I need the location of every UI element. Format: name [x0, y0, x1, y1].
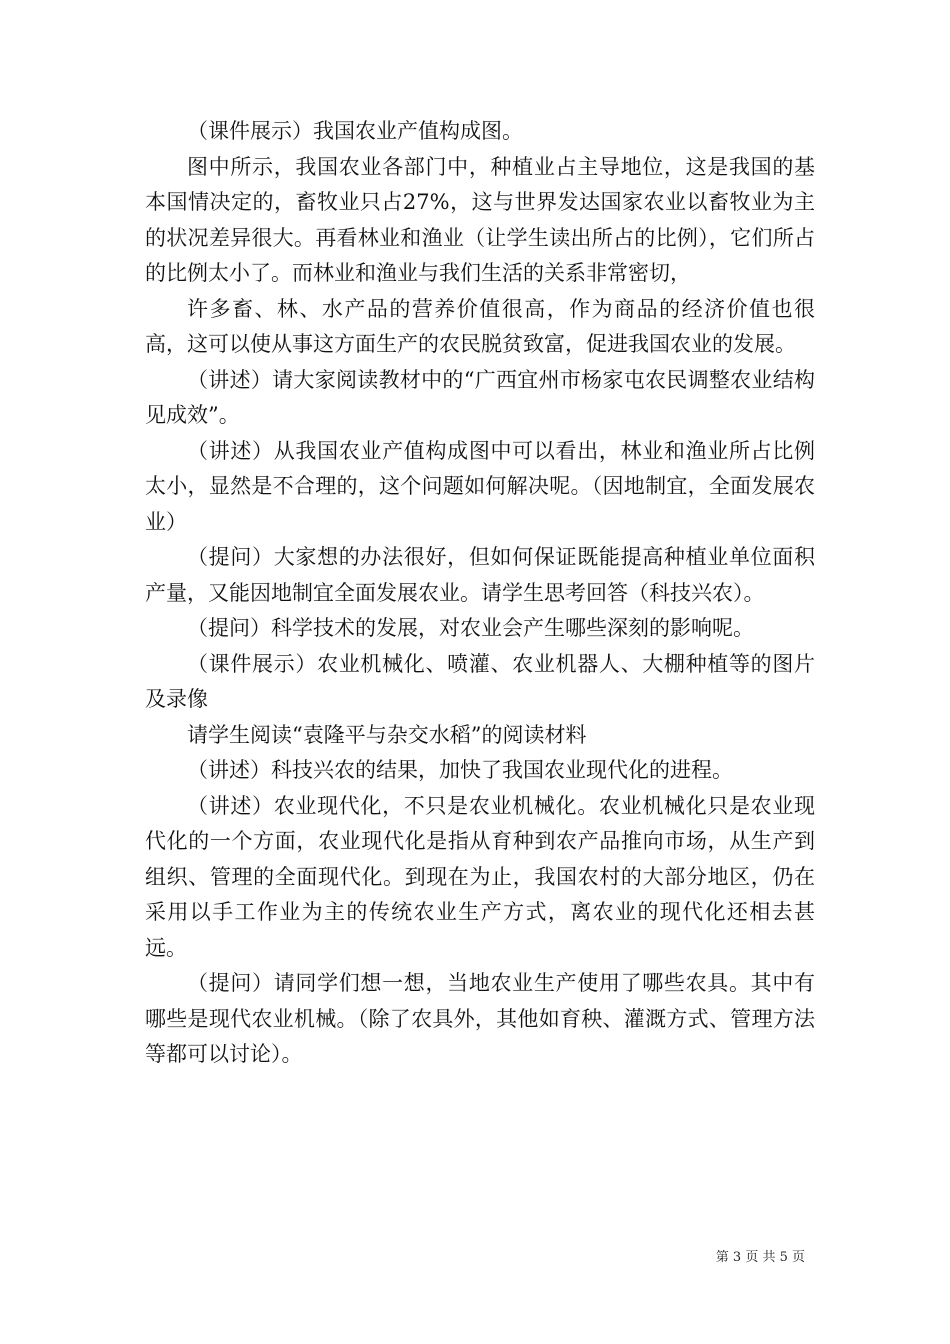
paragraph: （课件展示）我国农业产值构成图。 [187, 119, 523, 143]
paragraph: 请学生阅读“袁隆平与杂交水稻”的阅读材料 [187, 722, 587, 747]
paragraph: （提问）请同学们想一想，当地农业生产使用了哪些农具。其中有哪些是现代农业机械。（除了农具外，其他如育秧、灌溉方式、管理方法等都可以讨论）。 [145, 971, 815, 1066]
document-body [145, 114, 815, 1073]
page-number: 第 3 页 共 5 页 [715, 1250, 805, 1265]
paragraph: （讲述）从我国农业产值构成图中可以看出，林业和渔业所占比例太小，显然是不合理的，这个问题如何解决呢。（因地制宜，全面发展农业） [145, 438, 815, 534]
paragraph: 许多畜、林、水产品的营养价值很高，作为商品的经济价值也很高，这可以使从事这方面生产的农民脱贫致富，促进我国农业的发展。 [145, 296, 815, 356]
paragraph: 图中所示，我国农业各部门中，种植业占主导地位，这是我国的基本国情决定的，畜牧业只占27%，这与世界发达国家农业以畜牧业为主的状况差异很大。再看林业和渔业（让学生读出所占的比例），它们所占的比例太小了。而林业和渔业与我们生活的关系非常密切， [145, 154, 815, 285]
paragraph: （讲述）科技兴农的结果，加快了我国农业现代化的进程。 [187, 758, 733, 782]
paragraph: （提问）大家想的办法很好，但如何保证既能提高种植业单位面积产量，又能因地制宜全面发展农业。请学生思考回答（科技兴农）。 [145, 545, 815, 605]
paragraph: （讲述）农业现代化，不只是农业机械化。农业机械化只是农业现代化的一个方面，农业现代化是指从育种到农产品推向市场，从生产到组织、管理的全面现代化。到现在为止，我国农村的大部分地区，仍在采用以手工作业为主的传统农业生产方式，离农业的现代化还相去甚远。 [145, 793, 815, 960]
paragraph: （课件展示）农业机械化、喷灌、农业机器人、大棚种植等的图片及录像 [145, 651, 815, 711]
paragraph: （讲述）请大家阅读教材中的“广西宜州市杨家屯农民调整农业结构见成效”。 [145, 367, 815, 427]
paragraph: （提问）科学技术的发展，对农业会产生哪些深刻的影响呢。 [187, 616, 754, 640]
